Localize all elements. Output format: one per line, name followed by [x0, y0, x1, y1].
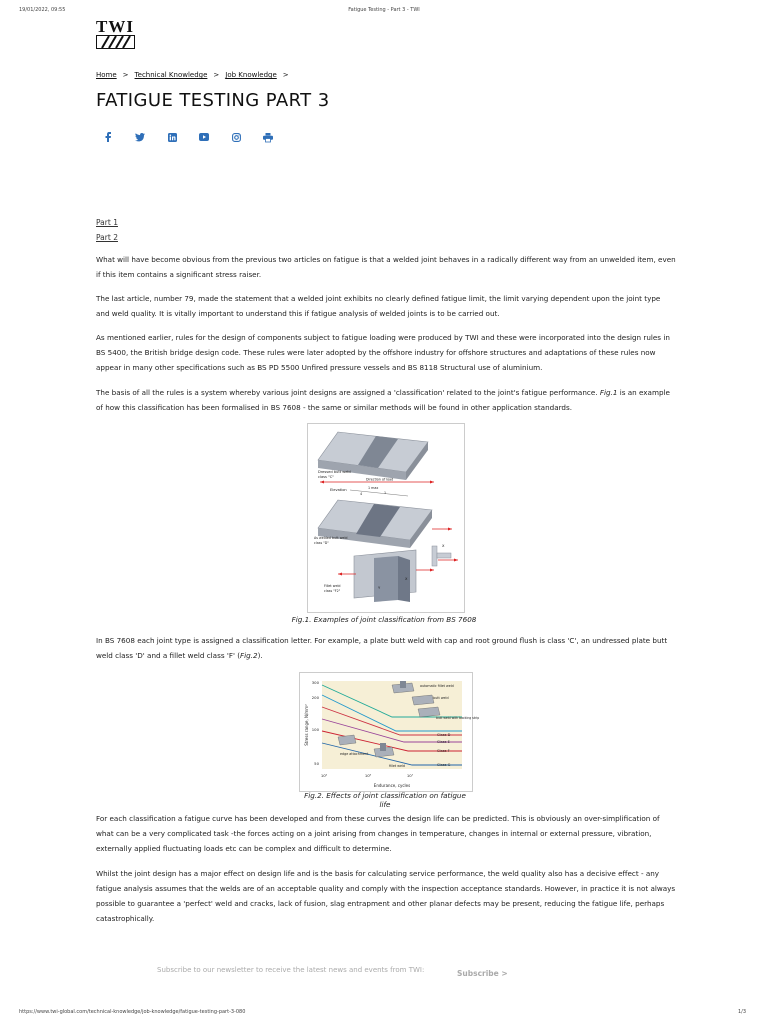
- facebook-icon[interactable]: [102, 131, 114, 143]
- fig1-label-1: 1: [384, 491, 387, 495]
- x-tick-1e6: 10⁶: [364, 773, 372, 778]
- paragraph-5: In BS 7608 each joint type is assigned a classification letter. For example, a plate butt weld with cap and root ground flush is class 'C', an undressed plate butt weld class 'D' and a fillet weld class 'F' (Fig.2).: [96, 636, 668, 660]
- fig1-label-x1: X: [405, 577, 408, 581]
- fig1-label-fillet: Fillet weld: [324, 584, 341, 588]
- print-date: 19/01/2022, 09:55: [19, 7, 66, 13]
- series-label-class-d: Class D: [437, 733, 451, 737]
- fig2-reference: Fig.2: [240, 651, 258, 660]
- subscribe-button[interactable]: Subscribe >: [457, 969, 508, 978]
- part-1-link[interactable]: Part 1: [96, 218, 118, 227]
- breadcrumb: Home > Technical Knowledge > Job Knowledge >: [96, 71, 289, 79]
- paragraph-2: The last article, number 79, made the statement that a welded joint exhibits no clearly defined fatigue limit, the limit varying dependent upon the joint type and weld quality. It is vitally important to understand this if fatigue analysis of welded joints is to be carried out.: [96, 294, 661, 318]
- annotation-butt-weld: butt weld: [433, 696, 449, 700]
- print-url: https://www.twi-global.com/technical-knowledge/job-knowledge/fatigue-testing-part-3-080: [19, 1009, 246, 1015]
- annotation-butt-backing: butt weld with backing strip: [436, 716, 480, 720]
- annotation-edge-attachment: edge attachment: [340, 752, 369, 756]
- x-tick-1e7: 10⁷: [406, 773, 414, 778]
- series-label-class-g: Class G: [437, 763, 451, 767]
- paragraph-4: The basis of all the rules is a system whereby various joint designs are assigned a 'classification' related to the joint's fatigue performance. Fig.1 is an example of how this classification has been formalised in BS 7608 - the same or similar methods will be found in other application standards.: [96, 388, 670, 412]
- newsletter-text: Subscribe to our newsletter to receive the latest news and events from TWI:: [157, 966, 425, 974]
- breadcrumb-job-knowledge[interactable]: Job Knowledge: [225, 71, 277, 79]
- print-title: Fatigue Testing - Part 3 - TWI: [348, 7, 420, 13]
- y-axis-label: Stress range, N/mm²: [304, 704, 309, 746]
- paragraph-3: As mentioned earlier, rules for the design of components subject to fatigue loading were produced by TWI and these were incorporated into the design rules in BS 5400, the British bridge design code. These rules were later adopted by the offshore industry for offshore structures and adaptations of these rules now appear in many other specifications such as BS PD 5500 Unfired pressure vessels and BS 8118 Structural use of aluminium.: [96, 333, 670, 372]
- twi-logo-mark: [96, 35, 136, 49]
- figure-2-chart: [299, 672, 480, 792]
- linkedin-icon[interactable]: [166, 131, 178, 143]
- series-label-class-e: Class E: [437, 740, 450, 744]
- youtube-icon[interactable]: [198, 131, 210, 143]
- fig1-label-as-welded: As welded butt weld: [314, 536, 348, 540]
- breadcrumb-technical-knowledge[interactable]: Technical Knowledge: [134, 71, 208, 79]
- instagram-icon[interactable]: [230, 131, 242, 143]
- y-tick-100: 100: [311, 727, 319, 732]
- fig1-label-y: Y: [378, 586, 381, 590]
- paragraph-7: Whilst the joint design has a major effect on design life and is the basis for calculating service performance, the weld quality also has a decisive effect - any fatigue analysis assumes that the welds are of an acceptable quality and comply with the inspection acceptance standards. However, in practice it is not always possible to guarantee a 'perfect' weld and cracks, lack of fusion, slag entrapment and other planar defects may be present, reducing the fatigue life, perhaps catastrophically.: [96, 869, 676, 923]
- print-page-number: 1/3: [738, 1009, 747, 1015]
- part-2-link[interactable]: Part 2: [96, 233, 118, 242]
- fig1-label-max: 1 max: [368, 486, 379, 490]
- paragraph-1: What will have become obvious from the previous two articles on fatigue is that a welded joint behaves in a radically different way from an unwelded item, even if this item contains a significant stress raiser.: [96, 255, 676, 279]
- fig1-label-dressed: Dressed butt weld: [318, 470, 351, 474]
- social-share-bar: [102, 131, 274, 143]
- x-tick-1e5: 10⁵: [320, 773, 328, 778]
- fig1-label-x2: X: [442, 544, 445, 548]
- twi-logo[interactable]: TWI: [96, 17, 134, 36]
- y-tick-200: 200: [311, 695, 319, 700]
- y-tick-50: 50: [314, 761, 319, 766]
- fig1-label-elevation: Elevation: [330, 488, 347, 492]
- paragraph-6: For each classification a fatigue curve has been developed and from these curves the design life can be predicted. This is obviously an over-simplification of what can be a very complicated task -the forces acting on a joint arising from changes in temperature, changes in internal or external pressure, vibration, externally applied fluctuating loads etc can be complex and difficult to determine.: [96, 814, 660, 853]
- breadcrumb-home[interactable]: Home: [96, 71, 117, 79]
- fig1-label-4: 4: [360, 492, 363, 496]
- page-title: FATIGUE TESTING PART 3: [96, 90, 330, 111]
- figure-2-caption: Fig.2. Effects of joint classification on fatigue life: [304, 791, 466, 809]
- part-links: [96, 215, 118, 245]
- print-icon[interactable]: [262, 131, 274, 143]
- figure-1-caption: Fig.1. Examples of joint classification from BS 7608: [291, 615, 477, 624]
- fig1-label-direction: Direction of load: [366, 477, 394, 482]
- fig1-label-fillet-class: class "F2": [324, 589, 341, 593]
- series-label-class-f: Class F: [437, 749, 450, 753]
- twitter-icon[interactable]: [134, 131, 146, 143]
- fig1-label-dressed-class: class "C": [318, 475, 334, 479]
- annotation-automatic-fillet: automatic fillet weld: [420, 684, 454, 688]
- fig1-label-as-welded-class: class "D": [314, 541, 329, 545]
- y-tick-300: 300: [311, 680, 319, 685]
- annotation-fillet-weld: fillet weld: [389, 764, 406, 768]
- fig1-reference: Fig.1: [599, 388, 618, 397]
- x-axis-label: Endurance, cycles: [373, 783, 411, 788]
- figure-1-image: [307, 423, 465, 613]
